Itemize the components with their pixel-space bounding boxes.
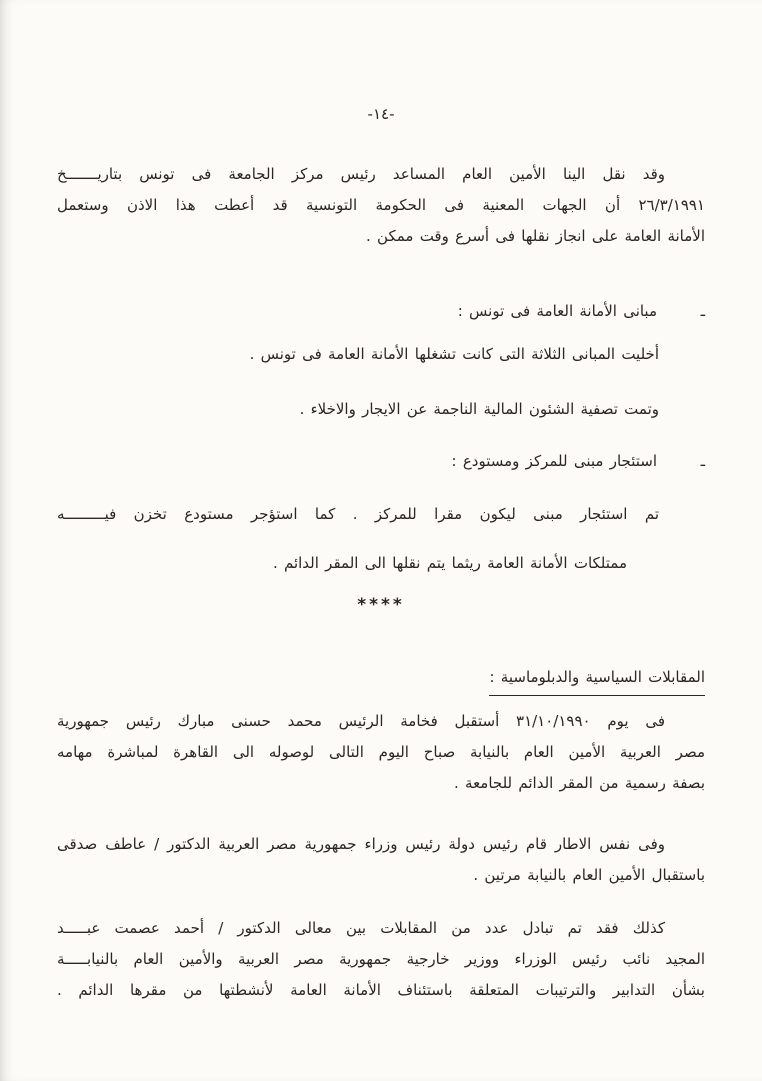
transfer-intro-paragraph xyxy=(57,159,705,252)
paragraph-line: فى يوم ٣١/١٠/١٩٩٠ أستقبل فخامة الرئيس محمد حسنى مبارك رئيس جمهورية xyxy=(57,712,665,730)
paragraph-line: وفى نفس الاطار قام رئيس دولة رئيس وزراء جمهورية مصر العربية الدكتور / عاطف صدقى xyxy=(57,835,665,853)
dash-bullet-icon: ـ xyxy=(700,452,705,470)
paragraph-line: بشأن التدابير والترتيبات المتعلقة باستئناف الأمانة العامة لأنشطتها من مقرها الدائم . xyxy=(57,981,705,999)
abdelmeguid-meetings-paragraph xyxy=(57,913,705,1006)
meetings-section-heading: المقابلات السياسية والدبلوماسية : xyxy=(489,663,705,696)
paragraph-line: ممتلكات الأمانة العامة ريثما يتم نقلها الى المقر الدائم . xyxy=(272,554,627,572)
buildings-item-label: مبانى الأمانة العامة فى تونس : xyxy=(457,302,657,320)
rental-item-label: استئجار مبنى للمركز ومستودع : xyxy=(451,452,657,470)
dash-bullet-icon: ـ xyxy=(700,302,705,320)
rental-details-paragraph xyxy=(57,499,705,579)
paragraph-line: تم استئجار مبنى ليكون مقرا للمركز . كما استؤجر مستودع تخزن فيـــــــــه xyxy=(57,505,659,523)
paragraph-line: باستقبال الأمين العام بالنيابة مرتين . xyxy=(473,866,705,884)
paragraph-line: وقد نقل الينا الأمين العام المساعد رئيس مركز الجامعة فى تونس بتاريـــــــخ xyxy=(57,165,665,183)
mubarak-meeting-paragraph xyxy=(57,706,705,799)
section-separator-asterisks: **** xyxy=(357,595,405,615)
paragraph-line: بصفة رسمية من المقر الدائم للجامعة . xyxy=(453,774,705,792)
rental-list-item xyxy=(57,446,705,477)
buildings-list-item xyxy=(57,296,705,327)
paragraph-line: الأمانة العامة على انجاز نقلها فى أسرع وقت ممكن . xyxy=(365,227,705,245)
paragraph-line: المجيد نائب رئيس الوزراء ووزير خارجية جمهورية مصر العربية والأمين العام بالنيابـــــة xyxy=(57,950,705,968)
buildings-vacated-line: أخليت المبانى الثلاثة التى كانت تشغلها الأمانة العامة فى تونس . xyxy=(249,345,659,363)
page-number: -١٤- xyxy=(367,105,395,123)
paragraph-line: كذلك فقد تم تبادل عدد من المقابلات بين معالى الدكتور / أحمد عصمت عبـــــد xyxy=(57,919,665,937)
meetings-section-heading-row xyxy=(57,663,705,696)
sedky-meetings-paragraph xyxy=(57,829,705,891)
finances-settled-line: وتمت تصفية الشئون المالية الناجمة عن الايجار والاخلاء . xyxy=(299,400,659,418)
paragraph-line: ٢٦/٣/١٩٩١ أن الجهات المعنية فى الحكومة التونسية قد أعطت هذا الاذن وستعمل xyxy=(57,196,705,214)
paragraph-line: مصر العربية الأمين العام بالنيابة صباح اليوم التالى لوصوله الى القاهرة لمباشرة مهامه xyxy=(57,743,705,761)
